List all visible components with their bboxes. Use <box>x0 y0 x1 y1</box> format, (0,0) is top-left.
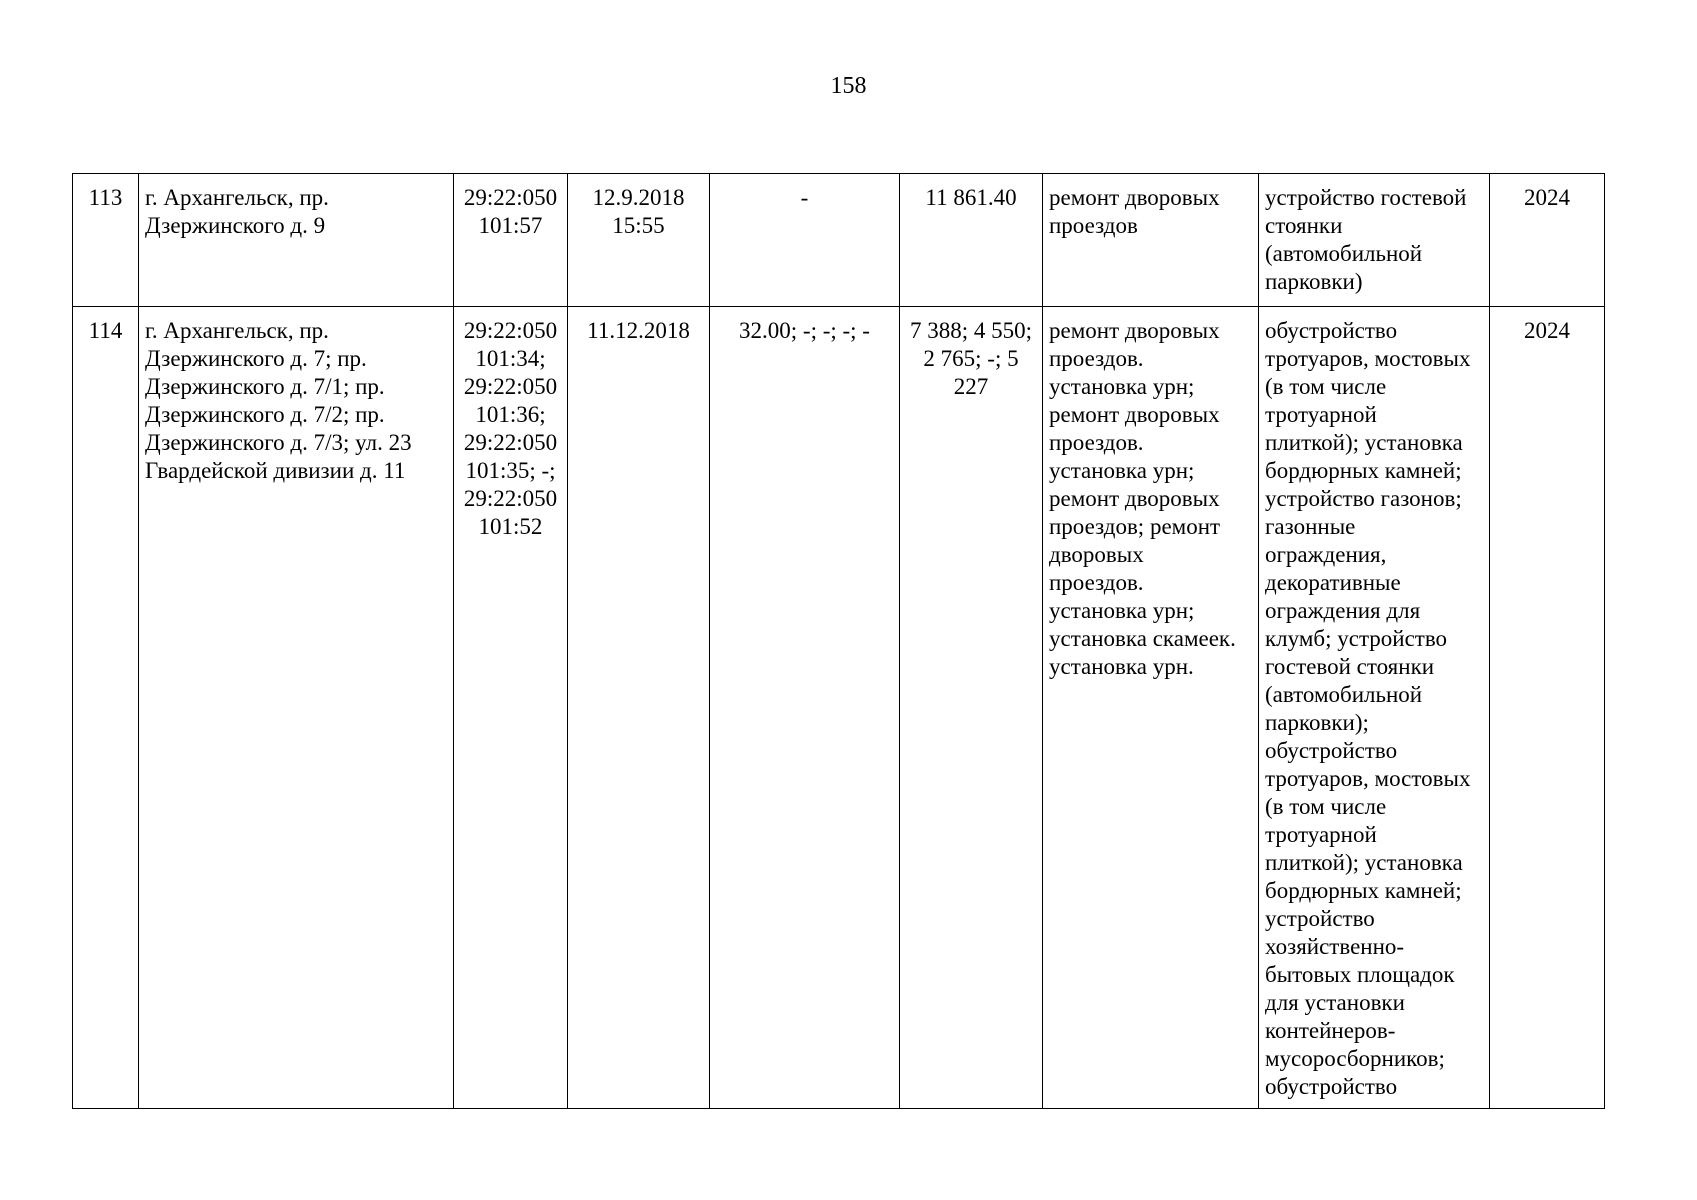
square-cell <box>900 307 1043 1109</box>
works-cell-line: ремонт дворовых <box>1049 402 1220 427</box>
works-cell-line: проездов. <box>1049 430 1144 455</box>
improvements-cell-line: обустройство <box>1265 1074 1398 1099</box>
cadastral-number-cell-line: 101:36; <box>475 402 546 427</box>
improvements-cell-line: тротуарной <box>1265 822 1377 847</box>
cadastral-number-cell-line: 29:22:050 <box>463 374 558 399</box>
date-cell <box>568 174 710 307</box>
improvements-cell-line: контейнеров- <box>1265 1018 1396 1043</box>
works-cell-line: установка урн; <box>1049 458 1195 483</box>
year-cell: 2024 <box>1490 174 1605 307</box>
page-number: 158 <box>830 73 867 99</box>
improvements-cell-line: (автомобильной <box>1265 241 1423 266</box>
address-cell <box>139 307 454 1109</box>
address-cell-line: Дзержинского д. 7; пр. <box>145 346 367 371</box>
improvements-cell-line: гостевой стоянки <box>1265 654 1435 679</box>
date-cell-line: 15:55 <box>612 213 665 238</box>
improvements-cell-line: тротуаров, мостовых <box>1265 346 1471 371</box>
row-number-cell: 113 <box>73 174 139 307</box>
address-cell-line: Дзержинского д. 9 <box>145 213 326 238</box>
works-cell-line: дворовых <box>1049 542 1144 567</box>
improvements-cell-line: бытовых площадок <box>1265 962 1455 987</box>
square-cell <box>900 174 1043 307</box>
cadastral-number-cell <box>454 174 568 307</box>
cadastral-number-cell-line: 29:22:050 <box>463 318 558 343</box>
improvements-cell-line: стоянки <box>1265 213 1343 238</box>
cadastral-number-cell-line: 101:34; <box>475 346 546 371</box>
address-cell <box>139 174 454 307</box>
cadastral-number-cell-line: 29:22:050 <box>463 430 558 455</box>
improvements-cell-line: бордюрных камней; <box>1265 878 1462 903</box>
cadastral-number-cell-line: 101:57 <box>478 213 543 238</box>
address-cell-line: Дзержинского д. 7/1; пр. <box>145 374 385 399</box>
improvements-cell-line: устройство гостевой <box>1265 185 1467 210</box>
improvements-cell-line: мусоросборников; <box>1265 1046 1445 1071</box>
area-cell <box>710 307 900 1109</box>
works-cell-line: ремонт дворовых <box>1049 185 1220 210</box>
works-cell-line: установка урн. <box>1049 654 1194 679</box>
area-cell-line: 32.00; -; -; -; - <box>739 318 870 343</box>
works-cell-line: проездов. <box>1049 346 1144 371</box>
works-cell-line: ремонт дворовых <box>1049 318 1220 343</box>
improvements-cell-line: обустройство <box>1265 318 1398 343</box>
square-cell-line: 227 <box>953 374 989 399</box>
improvements-cell <box>1259 174 1490 307</box>
area-cell-line: - <box>800 185 809 210</box>
area-cell <box>710 174 900 307</box>
improvements-cell-line: бордюрных камней; <box>1265 458 1462 483</box>
date-cell <box>568 307 710 1109</box>
works-cell <box>1043 174 1259 307</box>
improvements-cell-line: тротуаров, мостовых <box>1265 766 1471 791</box>
address-cell-line: Дзержинского д. 7/2; пр. <box>145 402 385 427</box>
address-cell-line: г. Архангельск, пр. <box>145 185 329 210</box>
works-cell-line: установка урн; <box>1049 598 1195 623</box>
improvements-cell-line: устройство <box>1265 906 1375 931</box>
table-row <box>73 307 1605 1109</box>
row-number-cell: 114 <box>73 307 139 1109</box>
improvements-cell-line: парковки) <box>1265 269 1363 294</box>
works-cell-line: установка скамеек. <box>1049 626 1236 651</box>
improvements-cell-line: парковки); <box>1265 710 1369 735</box>
table-row <box>73 174 1605 307</box>
improvements-cell-line: ограждения, <box>1265 542 1387 567</box>
improvements-cell-line: клумб; устройство <box>1265 626 1448 651</box>
square-cell-line: 11 861.40 <box>925 185 1017 210</box>
improvements-cell-line: тротуарной <box>1265 402 1377 427</box>
works-cell-line: проездов; ремонт <box>1049 514 1221 539</box>
improvements-cell-line: плиткой); установка <box>1265 430 1463 455</box>
improvements-cell <box>1259 307 1490 1109</box>
improvements-cell-line: обустройство <box>1265 738 1398 763</box>
cadastral-number-cell-line: 29:22:050 <box>463 185 558 210</box>
works-cell-line: проездов. <box>1049 570 1144 595</box>
works-cell-line: проездов <box>1049 213 1138 238</box>
works-cell-line: ремонт дворовых <box>1049 486 1220 511</box>
improvements-cell-line: устройство газонов; <box>1265 486 1462 511</box>
date-cell-line: 12.9.2018 <box>592 185 685 210</box>
square-cell-line: 7 388; 4 550; <box>909 318 1033 343</box>
improvements-cell-line: газонные <box>1265 514 1356 539</box>
improvements-cell-line: декоративные <box>1265 570 1401 595</box>
date-cell-line: 11.12.2018 <box>587 318 690 343</box>
improvements-cell-line: плиткой); установка <box>1265 850 1463 875</box>
registry-table <box>72 173 1605 1109</box>
cadastral-number-cell-line: 101:52 <box>478 514 543 539</box>
improvements-cell-line: ограждения для <box>1265 598 1421 623</box>
cadastral-number-cell-line: 29:22:050 <box>463 486 558 511</box>
cadastral-number-cell-line: 101:35; -; <box>465 458 556 483</box>
works-cell <box>1043 307 1259 1109</box>
address-cell-line: г. Архангельск, пр. <box>145 318 329 343</box>
improvements-cell-line: (в том числе <box>1265 374 1387 399</box>
works-cell-line: установка урн; <box>1049 374 1195 399</box>
table-body <box>73 174 1605 1109</box>
improvements-cell-line: (в том числе <box>1265 794 1387 819</box>
cadastral-number-cell <box>454 307 568 1109</box>
year-cell: 2024 <box>1490 307 1605 1109</box>
improvements-cell-line: (автомобильной <box>1265 682 1423 707</box>
improvements-cell-line: хозяйственно- <box>1265 934 1405 959</box>
address-cell-line: Дзержинского д. 7/3; ул. 23 <box>145 430 412 455</box>
improvements-cell-line: для установки <box>1265 990 1405 1015</box>
address-cell-line: Гвардейской дивизии д. 11 <box>145 458 406 483</box>
square-cell-line: 2 765; -; 5 <box>923 346 1019 371</box>
